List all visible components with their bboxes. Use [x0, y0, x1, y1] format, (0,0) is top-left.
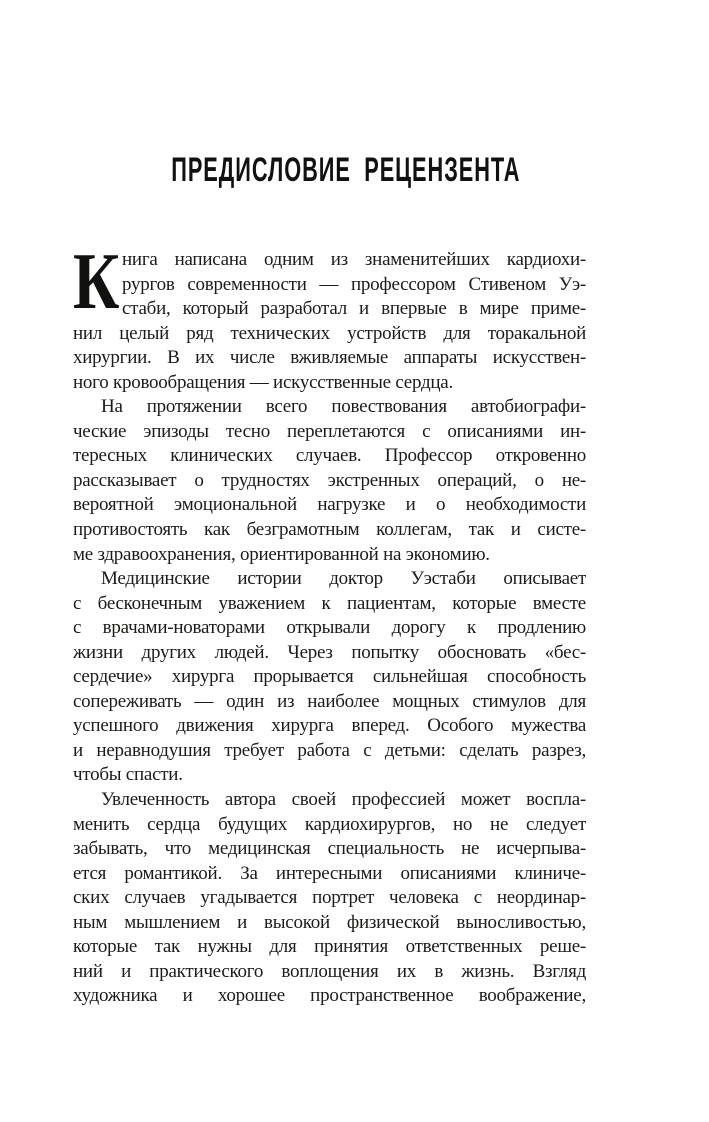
text-line: вероятной эмоциональной нагрузке и о необходимости [73, 494, 586, 516]
text-line: Увлеченность автора своей профессией может воспла- [101, 789, 586, 811]
text-line: нил целый ряд технических устройств для торакальной [73, 322, 586, 344]
text-line: которые так нужны для принятия ответственных реше- [73, 936, 586, 958]
text-line: хирургии. В их числе вживляемые аппараты искусствен- [73, 347, 586, 369]
text-line: сопереживать — один из наиболее мощных стимулов для [73, 690, 586, 712]
text-line: с бесконечным уважением к пациентам, которые вместе [73, 592, 586, 614]
paragraph [73, 567, 586, 788]
chapter-title [73, 152, 586, 188]
text-line: с врачами-новаторами открывали дорогу к продлению [73, 617, 586, 639]
text-line: менить сердца будущих кардиохирургов, но не следует [73, 813, 586, 835]
text-line: сердечие» хирурга прорывается сильнейшая способность [73, 666, 586, 688]
text-line: и неравнодушия требует работа с детьми: сделать разрез, [73, 739, 586, 761]
text-line: ным мышлением и высокой физической выносливостью, [73, 911, 586, 933]
body-text [73, 238, 586, 1009]
paragraph [73, 395, 586, 567]
text-line: жизни других людей. Через попытку обосновать «бес- [73, 641, 586, 663]
text-line: тересных клинических случаев. Профессор откровенно [73, 445, 586, 467]
text-line: чтобы спасти. [73, 764, 183, 786]
drop-cap: К [73, 238, 120, 326]
text-line: забывать, что медицинская специальность не исчерпыва- [73, 838, 586, 860]
text-line: ного кровообращения — искусственные сердца. [73, 371, 453, 393]
text-line: нига написана одним из знаменитейших кардиохи- [122, 249, 586, 270]
text-line: рассказывает о трудностях экстренных операций, о не- [73, 469, 586, 491]
text-line: ческие эпизоды тесно переплетаются с описаниями ин- [73, 420, 586, 442]
text-line: На протяжении всего повествования автобиографи- [101, 396, 586, 418]
text-line: Медицинские истории доктор Уэстаби описывает [101, 568, 586, 590]
text-line: рургов современности — профессором Стивеном Уэ- [122, 273, 586, 295]
paragraph [73, 788, 586, 1009]
paragraph [73, 238, 586, 395]
text-line: художника и хорошее пространственное воображение, [73, 985, 586, 1007]
text-line: стаби, который разработал и впервые в мире приме- [122, 298, 586, 320]
text-line: ется романтикой. За интересными описаниями клиниче- [73, 862, 586, 884]
text-line: ских случаев угадывается портрет человека с неординар- [73, 887, 586, 909]
text-line: ний и практического воплощения их в жизнь. Взгляд [73, 960, 586, 982]
text-line: ме здравоохранения, ориентированной на экономию. [73, 543, 490, 565]
chapter-title-text: ПРЕДИСЛОВИЕ РЕЦЕНЗЕНТА [171, 151, 521, 189]
text-line: противостоять как безграмотным коллегам, так и систе- [73, 519, 586, 541]
text-line: успешного движения хирурга вперед. Особого мужества [73, 715, 586, 737]
